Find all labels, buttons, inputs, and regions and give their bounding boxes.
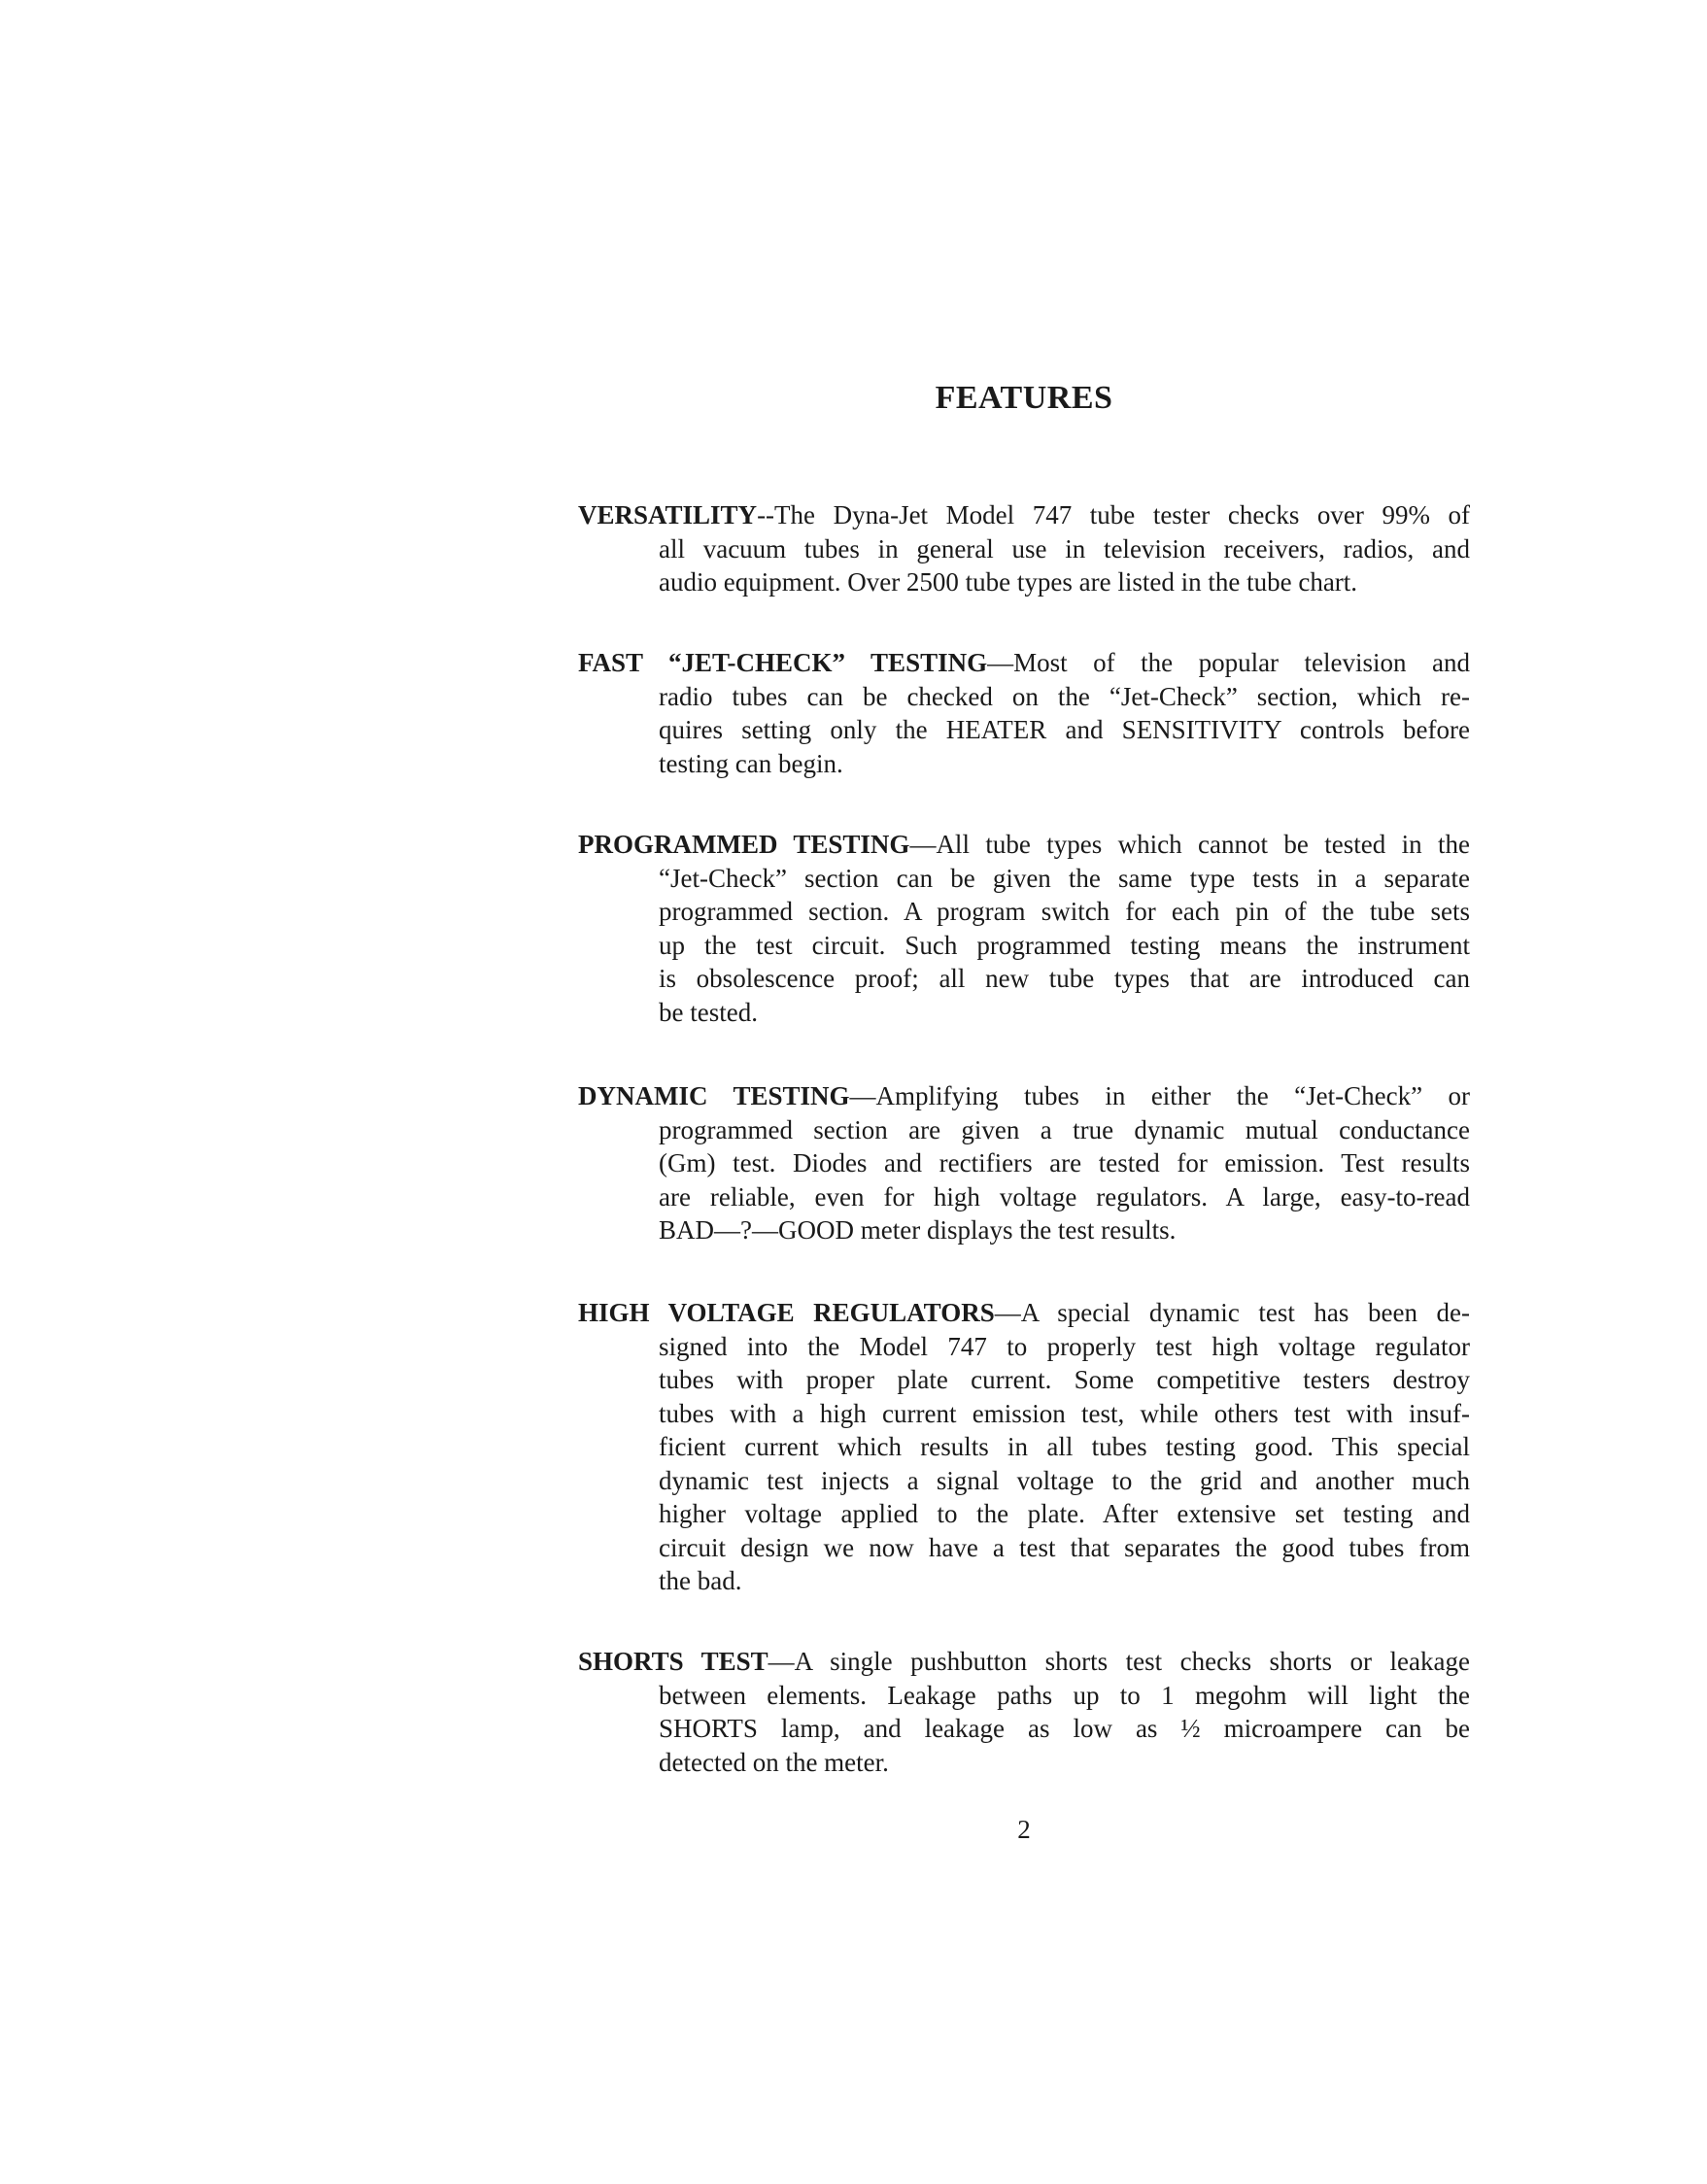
feature-text-line: SHORTS lamp, and leakage as low as ½ microampere can be xyxy=(659,1714,1470,1743)
feature-text: —A special dynamic test has been de- xyxy=(994,1298,1470,1327)
feature-text-line: up the test circuit. Such programmed testing means the instrument xyxy=(659,930,1470,960)
feature-first-line xyxy=(578,1079,1470,1113)
feature-text: --The Dyna-Jet Model 747 tube tester checks over 99% of xyxy=(757,500,1470,529)
feature-text-line: circuit design we now have a test that separates the good tubes from xyxy=(659,1532,1470,1562)
feature-text-line: the bad. xyxy=(659,1566,742,1595)
feature-programmed-testing xyxy=(578,828,1470,1029)
feature-dynamic-testing xyxy=(578,1079,1470,1247)
feature-text: —All tube types which cannot be tested in the xyxy=(909,830,1470,859)
feature-versatility xyxy=(578,498,1470,599)
feature-heading: SHORTS TEST xyxy=(578,1647,768,1676)
feature-jet-check-testing xyxy=(578,646,1470,780)
feature-text: —Most of the popular television and xyxy=(987,648,1470,677)
feature-text-line: between elements. Leakage paths up to 1 megohm will light the xyxy=(659,1680,1470,1710)
page-title: FEATURES xyxy=(935,380,1113,416)
feature-text-line: is obsolescence proof; all new tube types that are introduced can xyxy=(659,964,1470,993)
feature-text-line: dynamic test injects a signal voltage to the grid and another much xyxy=(659,1465,1470,1495)
feature-first-line xyxy=(578,498,1470,532)
feature-text-line: BAD—?—GOOD meter displays the test results. xyxy=(659,1215,1177,1245)
feature-heading: PROGRAMMED TESTING xyxy=(578,830,910,859)
feature-text-line: be tested. xyxy=(659,997,758,1027)
feature-text-line: (Gm) test. Diodes and rectifiers are tested for emission. Test results xyxy=(659,1148,1470,1177)
feature-text-line: radio tubes can be checked on the “Jet-Check” section, which re- xyxy=(659,681,1470,711)
feature-text-line: quires setting only the HEATER and SENSITIVITY controls before xyxy=(659,715,1470,744)
feature-text-line: programmed section. A program switch for each pin of the tube sets xyxy=(659,897,1470,926)
feature-high-voltage-regulators xyxy=(578,1296,1470,1598)
feature-text-line: signed into the Model 747 to properly test high voltage regulator xyxy=(659,1331,1470,1361)
feature-shorts-test xyxy=(578,1645,1470,1779)
feature-text: —Amplifying tubes in either the “Jet-Check” or xyxy=(849,1081,1470,1110)
feature-text-line: tubes with a high current emission test, while others test with insuf- xyxy=(659,1398,1470,1428)
feature-text-line: testing can begin. xyxy=(659,748,843,778)
feature-heading: DYNAMIC TESTING xyxy=(578,1081,850,1110)
feature-heading: HIGH VOLTAGE REGULATORS xyxy=(578,1298,995,1327)
feature-text-line: higher voltage applied to the plate. After extensive set testing and xyxy=(659,1499,1470,1528)
feature-text-line: detected on the meter. xyxy=(659,1747,889,1777)
feature-first-line xyxy=(578,646,1470,680)
feature-text-line: audio equipment. Over 2500 tube types are listed in the tube chart. xyxy=(659,567,1358,597)
page-number: 2 xyxy=(1017,1815,1031,1844)
feature-text-line: tubes with proper plate current. Some competitive testers destroy xyxy=(659,1365,1470,1394)
feature-text-line: “Jet-Check” section can be given the same type tests in a separate xyxy=(659,863,1470,893)
feature-heading: FAST “JET-CHECK” TESTING xyxy=(578,648,988,677)
feature-text-line: programmed section are given a true dynamic mutual conductance xyxy=(659,1114,1470,1144)
feature-heading: VERSATILITY xyxy=(578,500,758,529)
feature-first-line xyxy=(578,828,1470,862)
feature-text: —A single pushbutton shorts test checks shorts or leakage xyxy=(768,1647,1470,1676)
feature-first-line xyxy=(578,1645,1470,1679)
feature-text-line: are reliable, even for high voltage regulators. A large, easy-to-read xyxy=(659,1181,1470,1211)
feature-first-line xyxy=(578,1296,1470,1330)
feature-text-line: ficient current which results in all tubes testing good. This special xyxy=(659,1432,1470,1461)
feature-text-line: all vacuum tubes in general use in television receivers, radios, and xyxy=(659,533,1470,563)
